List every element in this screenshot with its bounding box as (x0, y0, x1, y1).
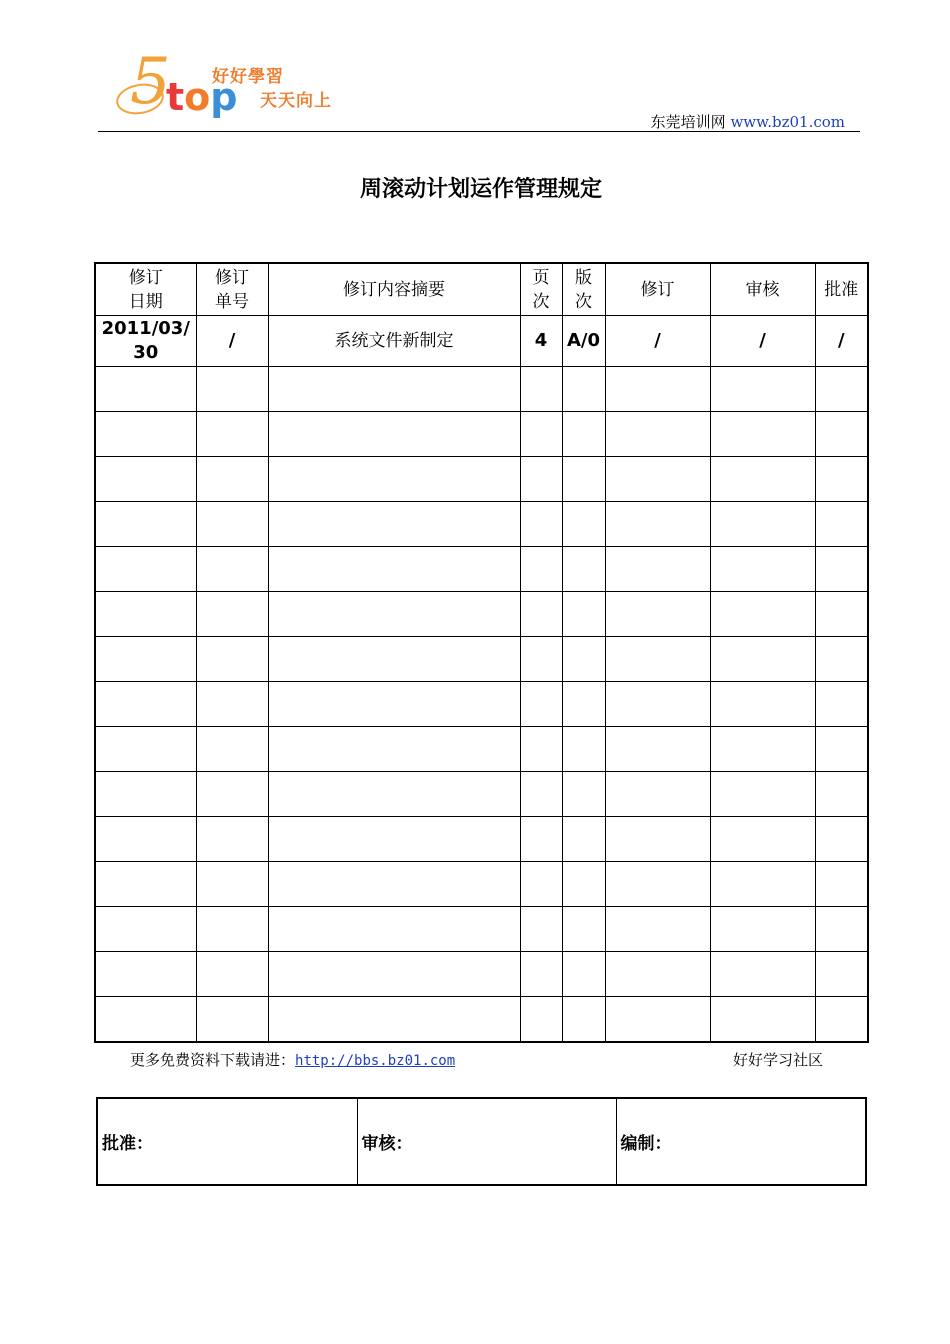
cell-revise: / (605, 316, 710, 367)
document-title: 周滚动计划运作管理规定 (359, 176, 602, 202)
cell-review: / (710, 316, 815, 367)
header-approve: 批准 (815, 263, 868, 316)
footnote (130, 1049, 455, 1070)
logo-five: 5 (130, 45, 171, 119)
logo-slogan-line1: 好好學習 (212, 67, 284, 87)
table-row-empty (95, 862, 868, 907)
table-row-empty (95, 637, 868, 682)
header-date: 修订 日期 (95, 263, 196, 316)
table-row-empty (95, 727, 868, 772)
table-row-empty (95, 682, 868, 727)
header-order-no: 修订 单号 (196, 263, 268, 316)
header-revise: 修订 (605, 263, 710, 316)
footnote-text: 更多免费资料下载请进： (130, 1051, 296, 1069)
footnote-link[interactable]: http://bbs.bz01.com (295, 1053, 456, 1069)
revision-table-header (95, 263, 868, 316)
cell-version: A/0 (562, 316, 605, 367)
cell-date: 2011/03/ 30 (95, 316, 196, 367)
header-site-url[interactable]: www.bz01.com (730, 113, 845, 131)
header-page: 页 次 (520, 263, 562, 316)
table-row-empty (95, 457, 868, 502)
table-row-empty (95, 907, 868, 952)
logo-letter-p: p (210, 75, 238, 119)
logo-letter-t: t (166, 75, 185, 119)
cell-summary: 系统文件新制定 (268, 316, 520, 367)
header-site-name: 东莞培训网 (650, 113, 726, 131)
table-row-empty (95, 412, 868, 457)
cell-page: 4 (520, 316, 562, 367)
footnote-community: 好好学习社区 (733, 1051, 824, 1069)
header-divider (98, 131, 860, 132)
table-row-empty (95, 502, 868, 547)
signoff-table (96, 1097, 867, 1186)
header-review: 审核 (710, 263, 815, 316)
table-row-empty (95, 547, 868, 592)
logo-slogan-line2: 天天向上 (260, 91, 332, 111)
signoff-prepare: 编制： (616, 1098, 866, 1185)
table-row-empty (95, 817, 868, 862)
header-site (651, 111, 845, 132)
cell-order-no: / (196, 316, 268, 367)
table-row-empty (95, 772, 868, 817)
signoff-approve: 批准： (97, 1098, 357, 1185)
table-row (95, 316, 868, 367)
signoff-review: 审核： (357, 1098, 616, 1185)
table-row-empty (95, 592, 868, 637)
table-row-empty (95, 952, 868, 997)
table-row-empty (95, 997, 868, 1043)
header-version: 版 次 (562, 263, 605, 316)
cell-approve: / (815, 316, 868, 367)
table-row-empty (95, 367, 868, 412)
logo-letter-o: o (184, 75, 211, 119)
header-summary: 修订内容摘要 (268, 263, 520, 316)
revision-table (94, 262, 869, 1043)
logo (112, 45, 342, 132)
